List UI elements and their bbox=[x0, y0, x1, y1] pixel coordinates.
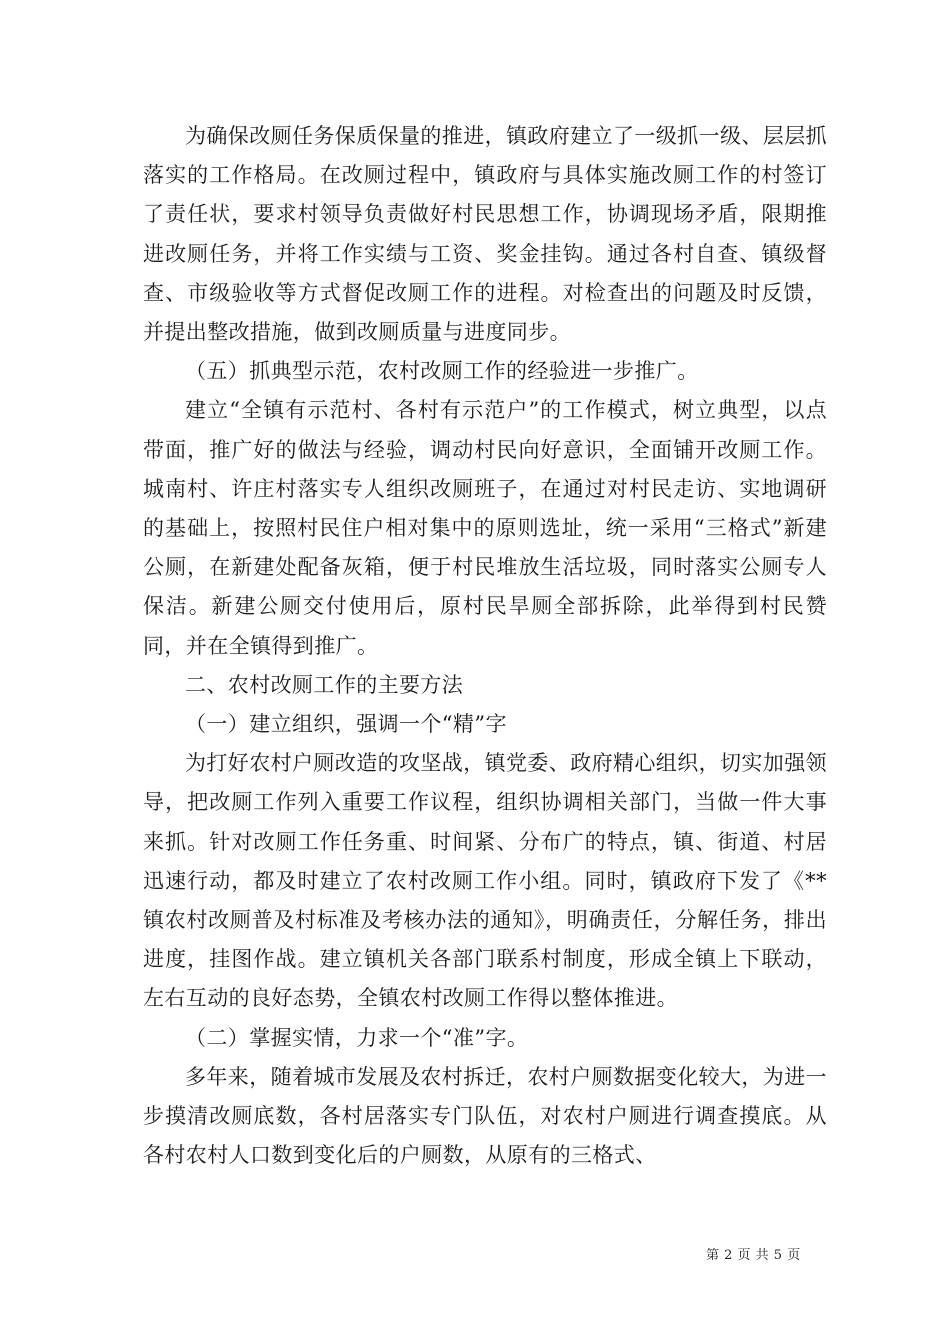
paragraph-quality-assurance: 为确保改厕任务保质保量的推进，镇政府建立了一级抓一级、层层抓落实的工作格局。在改厕过程中，镇政府与具体实施改厕工作的村签订了责任状，要求村领导负责做好村民思想工作，协调现场矛盾，限期推进改厕任务，并将工作实绩与工资、奖金挂钩。通过各村自查、镇级督查、市级验收等方式督促改厕工作的进程。对检查出的问题及时反馈，并提出整改措施，做到改厕质量与进度同步。 bbox=[143, 124, 827, 345]
heading-grasp-facts: （二）掌握实情，力求一个“准”字。 bbox=[185, 1025, 529, 1050]
page-number: 第 2 页 共 5 页 bbox=[706, 1248, 801, 1263]
paragraph-organization: 为打好农村户厕改造的攻坚战，镇党委、政府精心组织，切实加强领导，把改厕工作列入重要工作议程，组织协调相关部门，当做一件大事来抓。针对改厕工作任务重、时间紧、分布广的特点，镇、街道、村居迅速行动，都及时建立了农村改厕工作小组。同时，镇政府下发了《**镇农村改厕普及村标准及考核办法的通知》，明确责任，分解任务，排出进度，挂图作战。建立镇机关各部门联系村制度，形成全镇上下联动，左右互动的良好态势，全镇农村改厕工作得以整体推进。 bbox=[143, 751, 827, 1011]
paragraph-survey: 多年来，随着城市发展及农村拆迁，农村户厕数据变化较大，为进一步摸清改厕底数，各村居落实专门队伍，对农村户厕进行调查摸底。从各村农村人口数到变化后的户厕数，从原有的三格式、 bbox=[143, 1064, 827, 1168]
heading-main-methods: 二、农村改厕工作的主要方法 bbox=[185, 672, 464, 697]
paragraph-demonstration-model: 建立“全镇有示范村、各村有示范户”的工作模式，树立典型，以点带面，推广好的做法与经验，调动村民向好意识，全面铺开改厕工作。城南村、许庄村落实专人组织改厕班子，在通过对村民走访、实地调研的基础上，按照村民住户相对集中的原则选址，统一采用“三格式”新建公厕，在新建处配备灰箱，便于村民堆放生活垃圾，同时落实公厕专人保洁。新建公厕交付使用后，原村民旱厕全部拆除，此举得到村民赞同，并在全镇得到推广。 bbox=[143, 398, 827, 658]
heading-build-organization: （一）建立组织，强调一个“精”字 bbox=[185, 712, 507, 737]
document-body bbox=[143, 117, 827, 1175]
heading-typical-demonstration: （五）抓典型示范，农村改厕工作的经验进一步推广。 bbox=[185, 359, 699, 384]
